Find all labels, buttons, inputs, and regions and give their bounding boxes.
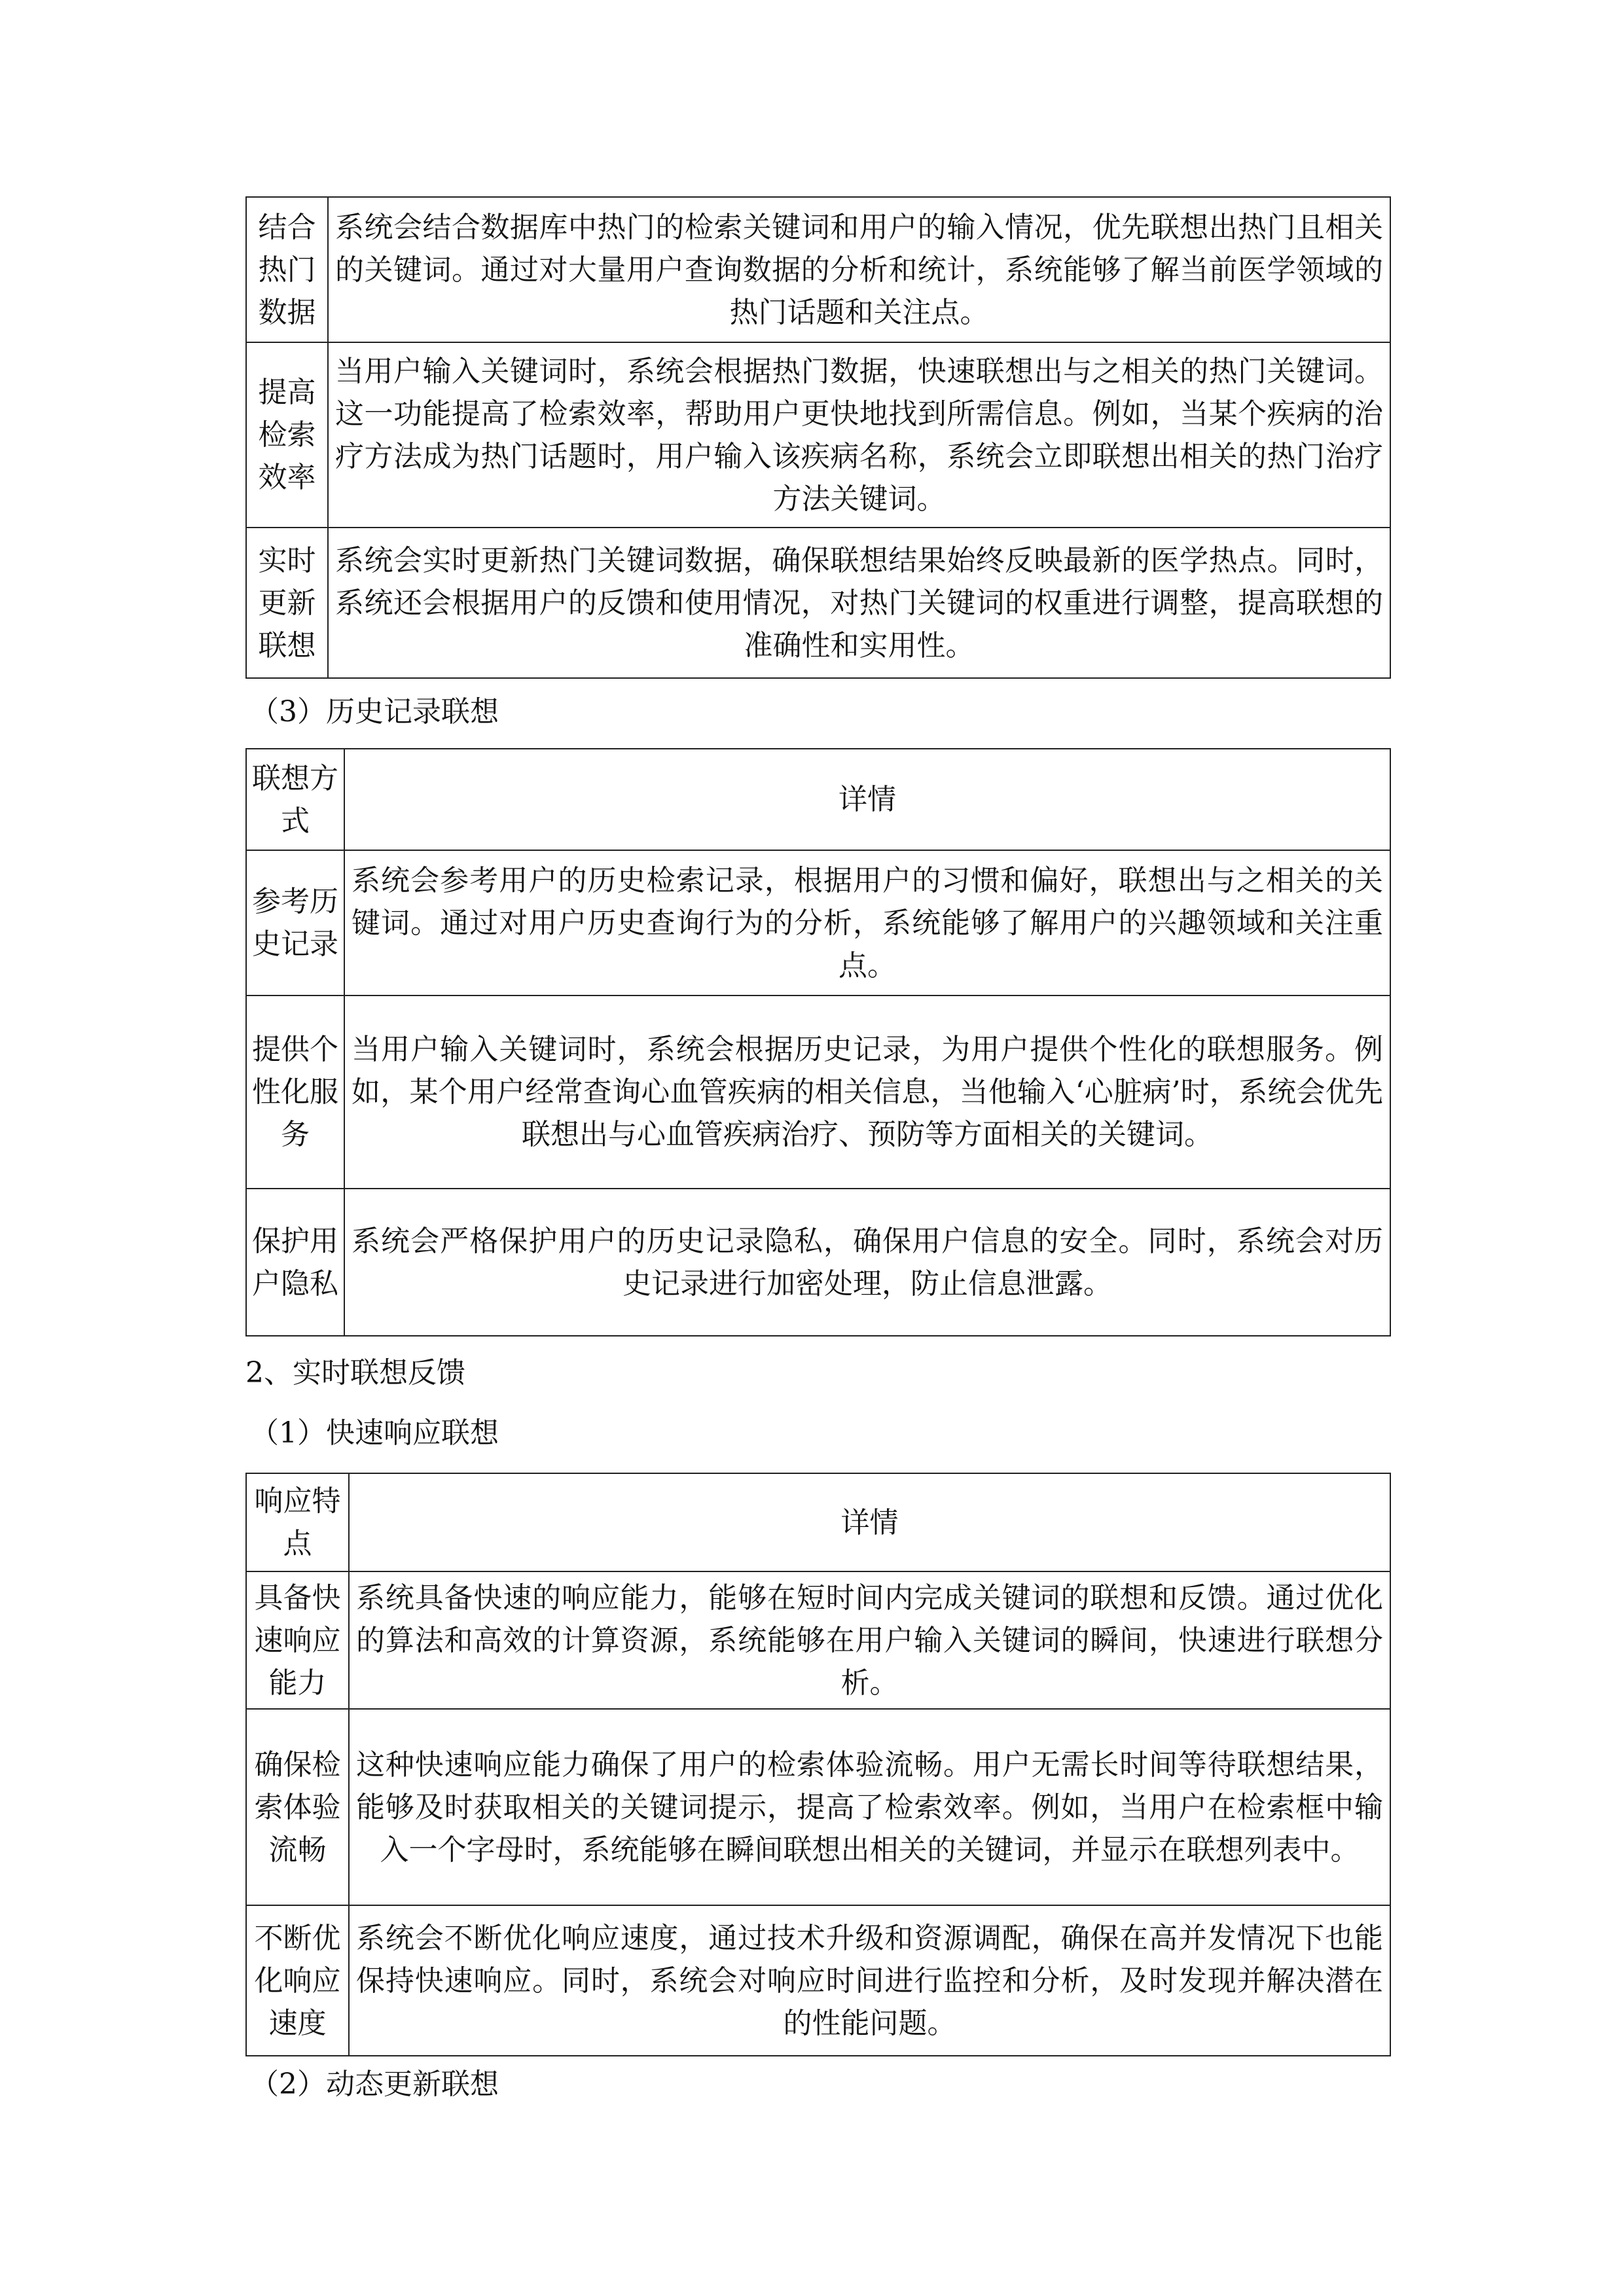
row-label: 参考历史记录 — [246, 850, 344, 996]
header-label: 响应特点 — [246, 1473, 349, 1571]
heading-realtime-feedback: 2、实时联想反馈 — [245, 1356, 465, 1390]
table-row — [246, 996, 1390, 1189]
table-row — [246, 1571, 1390, 1709]
table-row — [246, 528, 1390, 678]
heading-fast-response: （1）快速响应联想 — [250, 1416, 499, 1450]
row-label: 不断优化响应速度 — [246, 1905, 349, 2056]
table-row — [246, 1905, 1390, 2056]
heading-dynamic-update: （2）动态更新联想 — [250, 2068, 499, 2101]
row-detail: 系统会不断优化响应速度，通过技术升级和资源调配，确保在高并发情况下也能保持快速响应。同时，系统会对响应时间进行监控和分析，及时发现并解决潜在的性能问题。 — [349, 1905, 1390, 2056]
fast-response-table — [245, 1473, 1391, 2056]
row-label: 具备快速响应能力 — [246, 1571, 349, 1709]
row-detail: 当用户输入关键词时，系统会根据热门数据，快速联想出与之相关的热门关键词。这一功能提高了检索效率，帮助用户更快地找到所需信息。例如，当某个疾病的治疗方法成为热门话题时，用户输入该疾病名称，系统会立即联想出相关的热门治疗方法关键词。 — [328, 342, 1390, 528]
table-row — [246, 342, 1390, 528]
row-label: 提供个性化服务 — [246, 996, 344, 1189]
row-detail: 系统会严格保护用户的历史记录隐私，确保用户信息的安全。同时，系统会对历史记录进行加密处理，防止信息泄露。 — [344, 1189, 1390, 1336]
header-detail: 详情 — [344, 749, 1390, 850]
row-detail: 系统会参考用户的历史检索记录，根据用户的习惯和偏好，联想出与之相关的关键词。通过对用户历史查询行为的分析，系统能够了解用户的兴趣领域和关注重点。 — [344, 850, 1390, 996]
heading-history-association: （3）历史记录联想 — [250, 695, 499, 728]
table-row — [246, 1709, 1390, 1905]
table-row — [246, 197, 1390, 342]
row-label: 保护用户隐私 — [246, 1189, 344, 1336]
table-header-row — [246, 749, 1390, 850]
table-row — [246, 850, 1390, 996]
row-detail: 系统会实时更新热门关键词数据，确保联想结果始终反映最新的医学热点。同时，系统还会根据用户的反馈和使用情况，对热门关键词的权重进行调整，提高联想的准确性和实用性。 — [328, 528, 1390, 678]
row-label: 结合热门数据 — [246, 197, 328, 342]
row-label: 提高检索效率 — [246, 342, 328, 528]
row-detail: 当用户输入关键词时，系统会根据历史记录，为用户提供个性化的联想服务。例如，某个用户经常查询心血管疾病的相关信息，当他输入‘心脏病’时，系统会优先联想出与心血管疾病治疗、预防等方面相关的关键词。 — [344, 996, 1390, 1189]
row-detail: 系统具备快速的响应能力，能够在短时间内完成关键词的联想和反馈。通过优化的算法和高效的计算资源，系统能够在用户输入关键词的瞬间，快速进行联想分析。 — [349, 1571, 1390, 1709]
row-label: 实时更新联想 — [246, 528, 328, 678]
table-row — [246, 1189, 1390, 1336]
header-detail: 详情 — [349, 1473, 1390, 1571]
hot-data-table — [245, 196, 1391, 679]
row-detail: 这种快速响应能力确保了用户的检索体验流畅。用户无需长时间等待联想结果，能够及时获取相关的关键词提示，提高了检索效率。例如，当用户在检索框中输入一个字母时，系统能够在瞬间联想出相关的关键词，并显示在联想列表中。 — [349, 1709, 1390, 1905]
history-association-table — [245, 748, 1391, 1336]
header-label: 联想方式 — [246, 749, 344, 850]
row-detail: 系统会结合数据库中热门的检索关键词和用户的输入情况，优先联想出热门且相关的关键词。通过对大量用户查询数据的分析和统计，系统能够了解当前医学领域的热门话题和关注点。 — [328, 197, 1390, 342]
table-header-row — [246, 1473, 1390, 1571]
row-label: 确保检索体验流畅 — [246, 1709, 349, 1905]
